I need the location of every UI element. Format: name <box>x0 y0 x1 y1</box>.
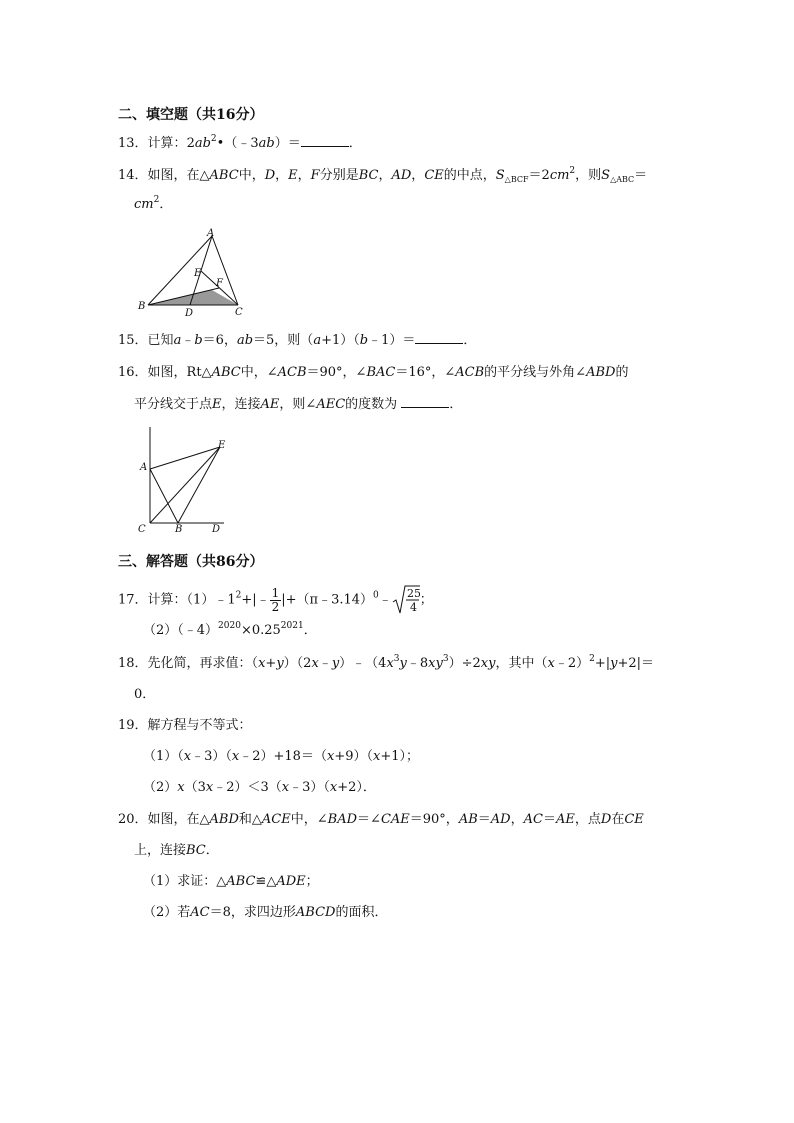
text: b <box>194 333 203 348</box>
question-20-line2 <box>134 842 219 860</box>
text: xy <box>480 656 496 671</box>
text: 的面积． <box>335 905 388 920</box>
text: x <box>329 780 338 795</box>
text: +| <box>241 592 257 608</box>
question-number: 16． <box>118 365 148 380</box>
text: 的中点， <box>443 168 496 183</box>
text: AE <box>260 397 280 412</box>
text: ＝∠ <box>357 812 381 827</box>
text: xy <box>428 656 443 671</box>
question-19-part1 <box>143 748 419 766</box>
text: ＝ <box>542 812 556 827</box>
text: CE <box>424 168 444 183</box>
text: ， <box>378 168 392 183</box>
text: ）＝ <box>274 136 301 151</box>
text: ﹣2）+18＝（ <box>239 749 327 764</box>
question-number: 19． <box>118 718 148 733</box>
text: 的度数为 <box>345 397 398 412</box>
text: AD <box>490 812 511 827</box>
text: b <box>359 333 369 348</box>
segment-ab <box>150 469 178 523</box>
denominator: 2 <box>271 599 280 614</box>
question-13 <box>118 134 362 153</box>
answer-blank[interactable] <box>415 331 463 344</box>
text: 在 <box>611 812 625 827</box>
text: 计算： <box>147 136 187 151</box>
section-title-solve: 三、解答题（共86分） <box>118 554 264 570</box>
text: ACE <box>261 812 291 827</box>
text: +1）（ <box>321 333 360 348</box>
answer-blank[interactable] <box>301 134 349 147</box>
text: 中，∠ <box>290 812 328 827</box>
text: cm <box>134 197 154 212</box>
text: E <box>288 168 298 183</box>
text: ﹣2） <box>554 656 590 671</box>
angle-figure-q16 <box>134 424 234 536</box>
text: ； <box>419 592 433 608</box>
text: ACB <box>455 365 485 380</box>
label-d: D <box>185 308 194 318</box>
text: 已知 <box>147 333 174 348</box>
text: AEC <box>316 397 346 412</box>
question-14-line2 <box>134 196 172 214</box>
text: x <box>311 656 319 671</box>
text: ． <box>463 333 477 348</box>
exponent: 2021 <box>280 621 304 631</box>
text: a <box>173 333 182 348</box>
question-16-line2 <box>134 395 462 414</box>
text: +9）（ <box>334 749 373 764</box>
text: +2|＝ <box>617 656 655 671</box>
text: + <box>265 656 277 671</box>
text: ABCD <box>295 905 336 920</box>
question-20-part1 <box>143 873 319 891</box>
fraction-one-half <box>270 587 282 614</box>
text: （2） <box>143 780 178 795</box>
question-number: 17． <box>118 592 148 608</box>
text: ＝90°，∠ <box>306 365 367 380</box>
label-b: B <box>175 524 183 535</box>
text: ）÷2 <box>448 656 481 671</box>
text: y <box>399 656 407 671</box>
answer-blank[interactable] <box>401 395 449 408</box>
label-f: F <box>216 278 223 289</box>
text: ＝16°，∠ <box>395 365 456 380</box>
label-d: D <box>212 524 221 535</box>
text: ab <box>258 136 275 151</box>
text: y <box>331 656 340 671</box>
text: ﹣ <box>378 592 392 608</box>
text: ﹣ <box>256 592 270 608</box>
text: AD <box>391 168 412 183</box>
text: ABC <box>211 365 241 380</box>
text: 和△ <box>238 812 262 827</box>
label-c: C <box>138 524 146 535</box>
text: AB <box>458 812 478 827</box>
text: 中， <box>238 168 265 183</box>
text: 解方程与不等式： <box>147 718 252 733</box>
text: 中，∠ <box>240 365 278 380</box>
text: （3 <box>184 780 206 795</box>
text: x <box>183 749 192 764</box>
question-number: 14． <box>118 168 148 183</box>
text: x <box>258 656 266 671</box>
text: ＝8，求四边形 <box>209 905 296 920</box>
text: BC <box>358 168 379 183</box>
text: x <box>281 780 290 795</box>
text: ﹣3）（ <box>289 780 330 795</box>
text: ）﹣（4 <box>339 656 387 671</box>
text: y <box>610 656 618 671</box>
text: BAC <box>366 365 396 380</box>
text: ． <box>449 397 463 412</box>
label-e: E <box>194 268 202 279</box>
exponent: 2 <box>589 654 595 664</box>
text: S <box>601 168 611 183</box>
text: +1）； <box>380 749 419 764</box>
text: （1）求证：△ <box>143 874 227 889</box>
text: +2）． <box>337 780 376 795</box>
exponent: 2 <box>235 590 242 601</box>
text: 2 <box>186 136 195 151</box>
text: 先化简，再求值：（ <box>147 656 259 671</box>
sqrt-denominator: 4 <box>409 601 417 614</box>
text: D <box>264 168 276 183</box>
label-b: B <box>138 301 146 312</box>
text: AC <box>523 812 543 827</box>
text: ． <box>348 136 362 151</box>
text: +| <box>594 656 611 671</box>
text: BAD <box>327 812 358 827</box>
text: E <box>212 397 222 412</box>
text: （2）若 <box>143 905 191 920</box>
text: ，其中（ <box>495 656 548 671</box>
text: ADE <box>276 874 306 889</box>
text: CE <box>624 812 644 827</box>
text: ＝2 <box>528 168 550 183</box>
question-number: 20． <box>118 812 148 827</box>
question-20 <box>118 811 644 829</box>
text: ab <box>194 136 211 151</box>
text: ． <box>205 843 219 858</box>
text: ． <box>303 623 317 638</box>
text: ， <box>411 168 425 183</box>
text: ﹣1 <box>214 592 236 608</box>
question-number: 15． <box>118 333 148 348</box>
text: x <box>205 780 214 795</box>
text: 的平分线与外角∠ <box>484 365 587 380</box>
text: x <box>372 749 381 764</box>
text: x <box>231 749 240 764</box>
text: x <box>386 656 394 671</box>
exponent: 2 <box>569 166 576 176</box>
text: AE <box>555 812 575 827</box>
text: y <box>276 656 284 671</box>
text: ABC <box>226 874 256 889</box>
text: 计算：（1） <box>147 592 215 608</box>
text: ABC <box>209 168 239 183</box>
text: x <box>177 780 185 795</box>
text: CAE <box>380 812 410 827</box>
label-c: C <box>235 307 243 318</box>
text: ACB <box>277 365 307 380</box>
text: x <box>547 656 555 671</box>
text: 的 <box>615 365 629 380</box>
text: 如图，Rt△ <box>147 365 212 380</box>
text: ＝ <box>477 812 491 827</box>
text: ﹣8 <box>406 656 429 671</box>
text: ABD <box>209 812 239 827</box>
text: 平分线交于点 <box>134 397 213 412</box>
subscript: △ABC <box>610 175 635 184</box>
text: AC <box>190 905 210 920</box>
exponent: 2020 <box>218 621 241 631</box>
exponent: 2 <box>210 134 217 144</box>
text: ； <box>305 874 319 889</box>
text: a <box>313 333 322 348</box>
label-a: A <box>207 228 215 239</box>
question-15 <box>118 331 476 350</box>
text: ， <box>275 168 289 183</box>
text: ）（2 <box>283 656 312 671</box>
label-a: A <box>140 462 148 473</box>
question-17-part2 <box>143 622 317 640</box>
sqrt-numerator: 25 <box>406 587 420 600</box>
text: D <box>600 812 612 827</box>
triangle-figure-q14 <box>134 226 254 318</box>
text: ＝90°， <box>409 812 459 827</box>
text: ＝ <box>634 168 648 183</box>
question-14 <box>118 167 647 185</box>
question-16 <box>118 364 628 382</box>
question-20-part2 <box>143 904 387 922</box>
text: cm <box>549 168 570 183</box>
numerator: 1 <box>271 585 280 600</box>
question-number: 18． <box>118 656 148 671</box>
text: F <box>310 168 320 183</box>
exponent: 0 <box>373 590 379 601</box>
question-18-line2: 0． <box>134 687 156 702</box>
label-e: E <box>218 440 226 451</box>
question-19 <box>118 717 252 735</box>
text: •（﹣3 <box>216 136 259 151</box>
text: ﹣2）＜3（ <box>213 780 282 795</box>
text: ，则∠ <box>279 397 317 412</box>
text: ﹣ <box>318 656 332 671</box>
text: （1）（ <box>143 749 184 764</box>
text: ﹣3）（ <box>191 749 232 764</box>
text: ． <box>159 197 173 212</box>
question-19-part2 <box>143 779 376 797</box>
text: 如图，在△ <box>147 812 210 827</box>
sqrt-icon <box>392 585 420 615</box>
exponent: 3 <box>442 654 449 664</box>
text: ，则 <box>575 168 602 183</box>
text: ﹣1）＝ <box>368 333 416 348</box>
text: ab <box>236 333 254 348</box>
exponent: 3 <box>393 654 400 664</box>
text: ，点 <box>574 812 601 827</box>
text: S <box>495 168 505 183</box>
question-18 <box>118 655 654 673</box>
text: ﹣ <box>181 333 195 348</box>
sqrt-expression <box>392 585 420 615</box>
text: BC <box>186 843 206 858</box>
text: 上，连接 <box>134 843 187 858</box>
exponent: 2 <box>153 195 160 205</box>
question-17 <box>118 585 433 615</box>
text: |+（π﹣3.14） <box>281 592 374 608</box>
section-title-fill-in: 二、填空题（共16分） <box>118 107 264 123</box>
text: 分别是 <box>319 168 359 183</box>
text: ， <box>297 168 311 183</box>
text: （2）（﹣4） <box>143 623 219 638</box>
text: x <box>326 749 335 764</box>
text: ×0.25 <box>240 623 281 638</box>
text: ＝5，则（ <box>253 333 314 348</box>
text: ，连接 <box>221 397 261 412</box>
subscript: △BCF <box>504 175 529 184</box>
text: ＝6， <box>202 333 237 348</box>
text: ≌△ <box>255 874 277 889</box>
text: ABD <box>586 365 616 380</box>
text: ， <box>510 812 524 827</box>
question-number: 13． <box>118 136 148 151</box>
text: 如图，在△ <box>147 168 210 183</box>
